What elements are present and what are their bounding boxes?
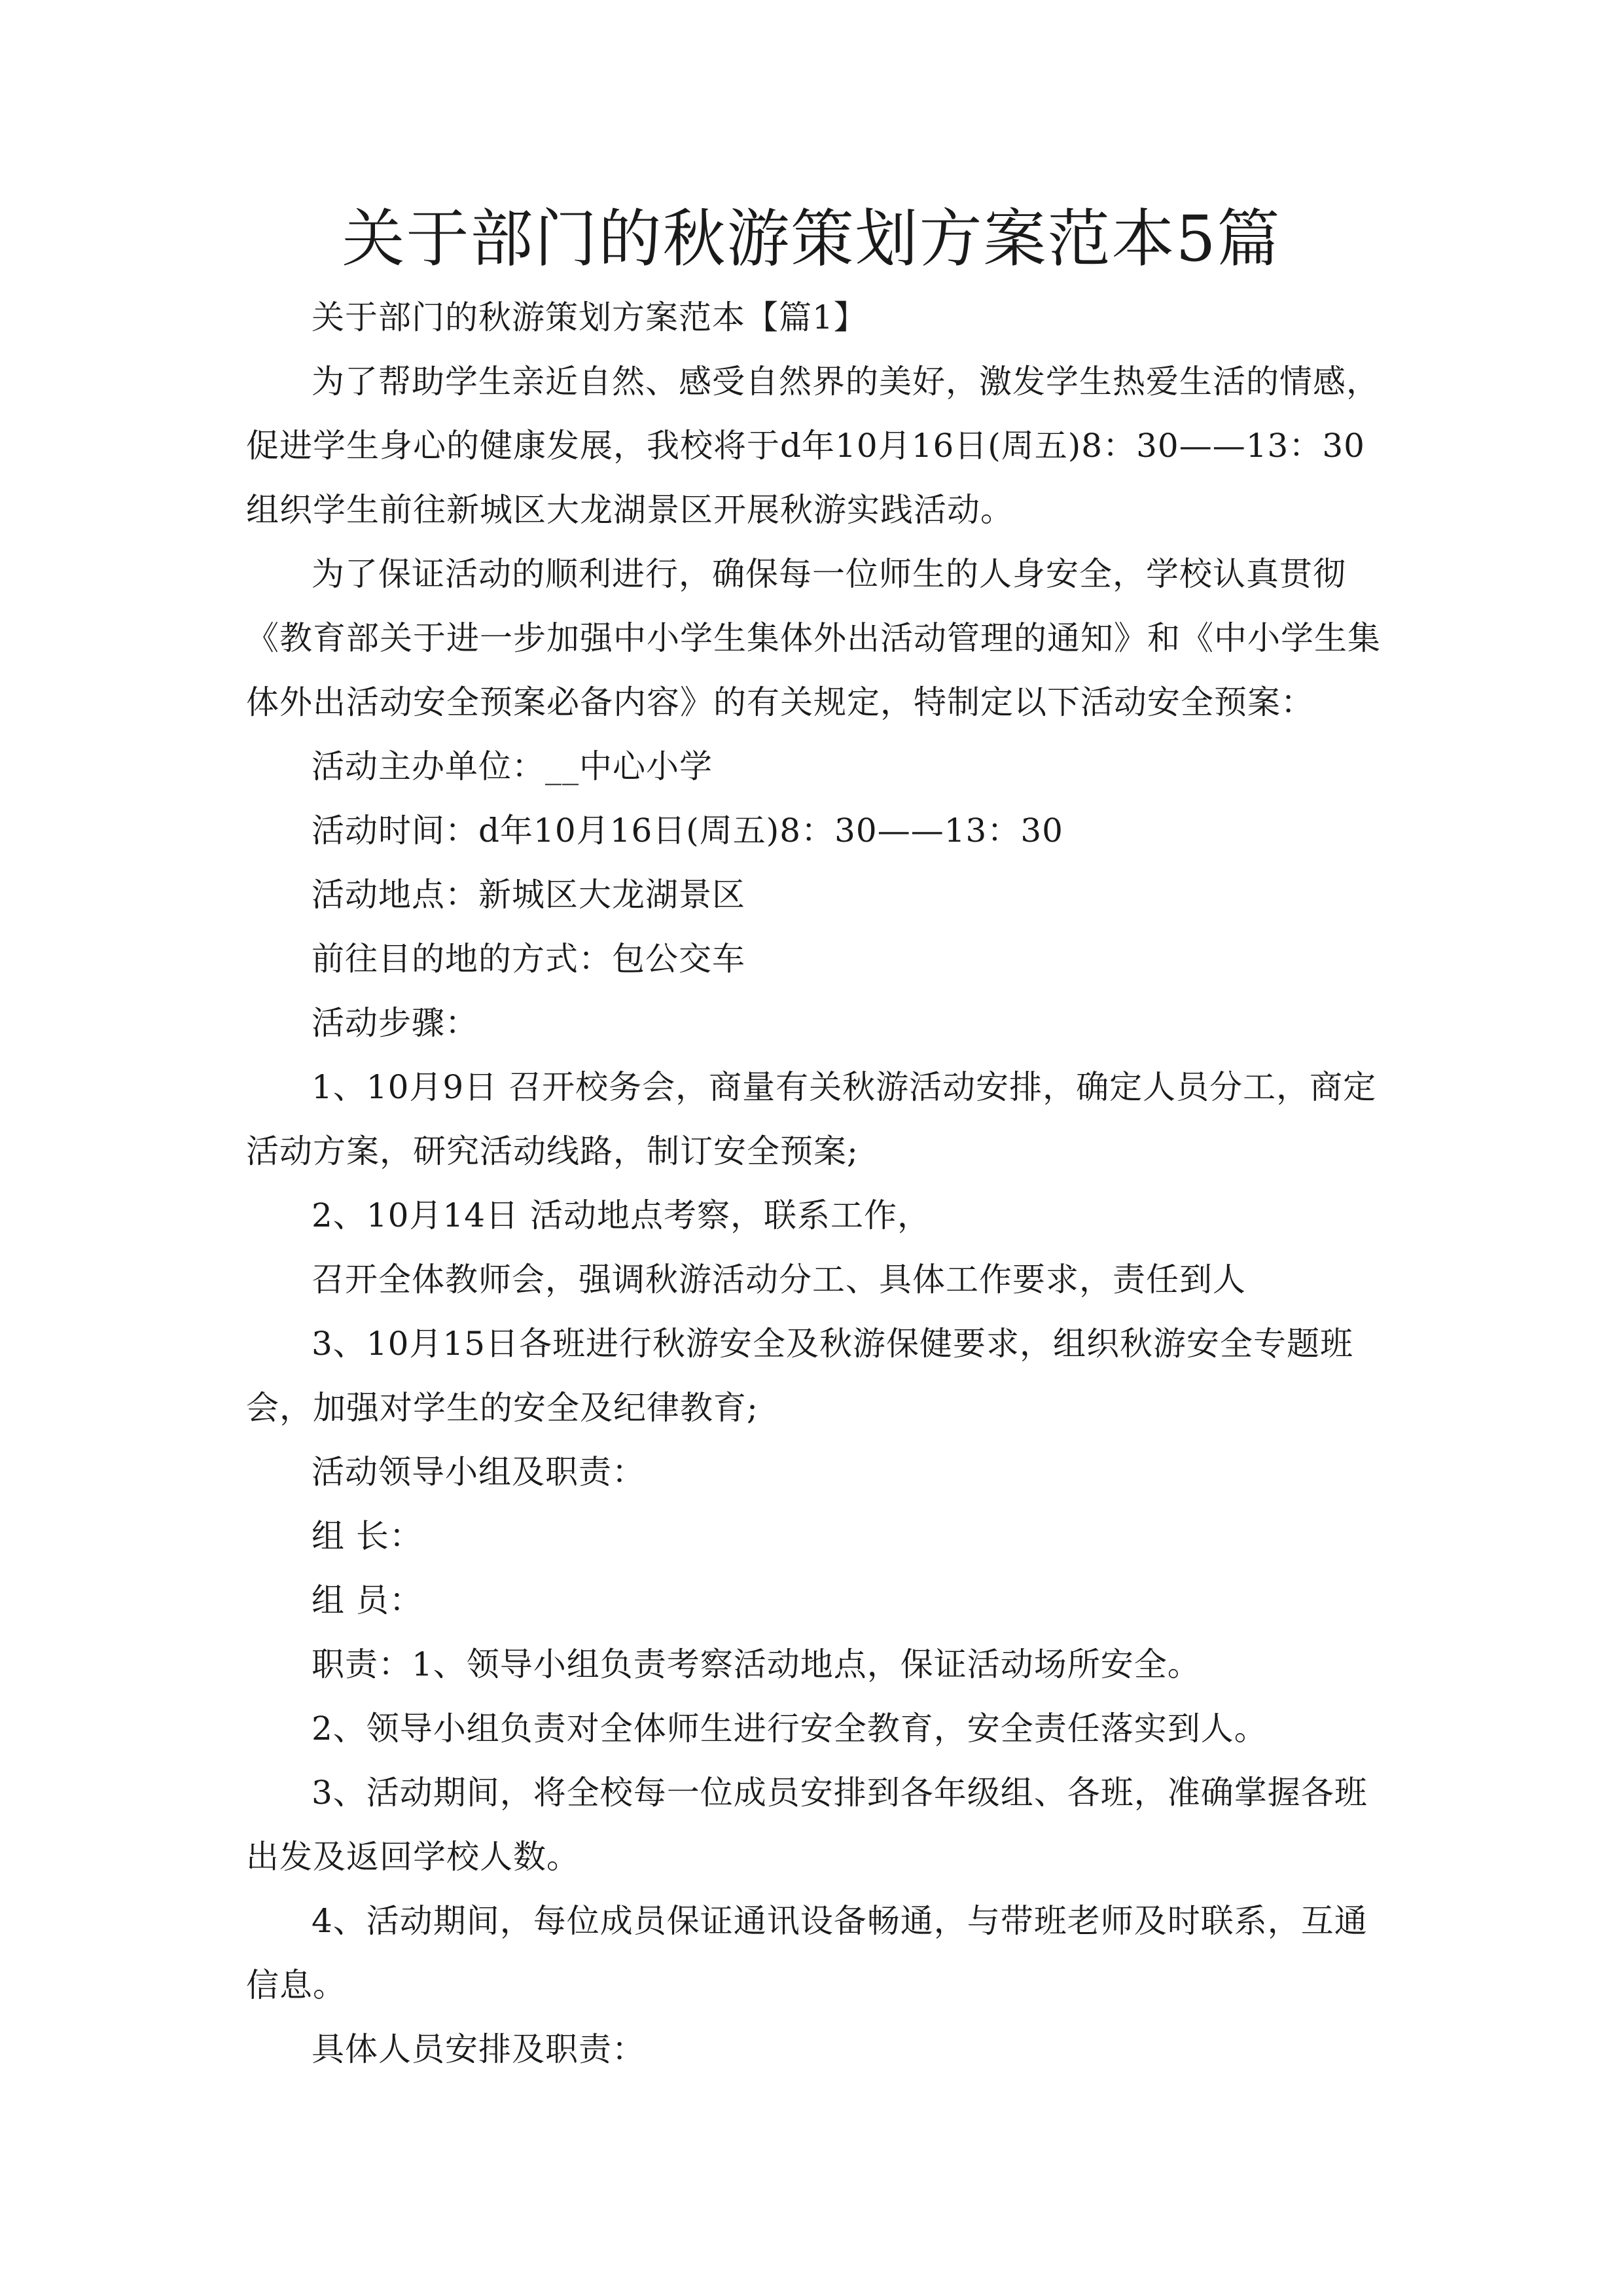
step-2-continued: 召开全体教师会，强调秋游活动分工、具体工作要求，责任到人 bbox=[312, 1261, 1246, 1299]
paragraph-safety: 为了保证活动的顺利进行，确保每一位师生的人身安全，学校认真贯彻《教育部关于进一步加强中小学生集体外出活动管理的通知》和《中小学生集体外出活动安全预案必备内容》的有关规定，特制定以下活动安全预案： bbox=[246, 555, 1381, 721]
group-member-line: 组 员： bbox=[312, 1581, 423, 1619]
duty-4: 4、活动期间，每位成员保证通讯设备畅通，与带班老师及时联系，互通信息。 bbox=[246, 1902, 1368, 2004]
transport-line: 前往目的地的方式：包公交车 bbox=[312, 940, 745, 978]
duty-2: 2、领导小组负责对全体师生进行安全教育，安全责任落实到人。 bbox=[312, 1710, 1268, 1748]
step-2: 2、10月14日 活动地点考察，联系工作， bbox=[312, 1196, 931, 1234]
duty-3: 3、活动期间，将全校每一位成员安排到各年级组、各班，准确掌握各班出发及返回学校人数。 bbox=[246, 1774, 1368, 1876]
section-heading: 关于部门的秋游策划方案范本【篇1】 bbox=[312, 298, 867, 336]
step-3: 3、10月15日各班进行秋游安全及秋游保健要求，组织秋游安全专题班会，加强对学生的安全及纪律教育; bbox=[246, 1325, 1354, 1427]
organizer-line: 活动主办单位：__中心小学 bbox=[312, 747, 713, 785]
group-leader-line: 组 长： bbox=[312, 1517, 423, 1555]
time-line: 活动时间：d年10月16日(周五)8：30——13：30 bbox=[312, 812, 1063, 850]
paragraph-intro: 为了帮助学生亲近自然、感受自然界的美好，激发学生热爱生活的情感，促进学生身心的健康发展，我校将于d年10月16日(周五)8：30——13：30组织学生前往新城区大龙湖景区开展秋游实践活动。 bbox=[246, 363, 1380, 529]
location-line: 活动地点：新城区大龙湖景区 bbox=[312, 876, 745, 914]
staffing-heading: 具体人员安排及职责： bbox=[312, 2030, 645, 2068]
document-body bbox=[246, 285, 1393, 2081]
leadership-heading: 活动领导小组及职责： bbox=[312, 1453, 645, 1491]
steps-heading: 活动步骤： bbox=[312, 1004, 478, 1042]
document-title: 关于部门的秋游策划方案范本5篇 bbox=[342, 202, 1281, 276]
duty-1: 职责：1、领导小组负责考察活动地点，保证活动场所安全。 bbox=[312, 1645, 1201, 1683]
step-1: 1、10月9日 召开校务会，商量有关秋游活动安排，确定人员分工，商定活动方案，研究活动线路，制订安全预案; bbox=[246, 1068, 1377, 1170]
